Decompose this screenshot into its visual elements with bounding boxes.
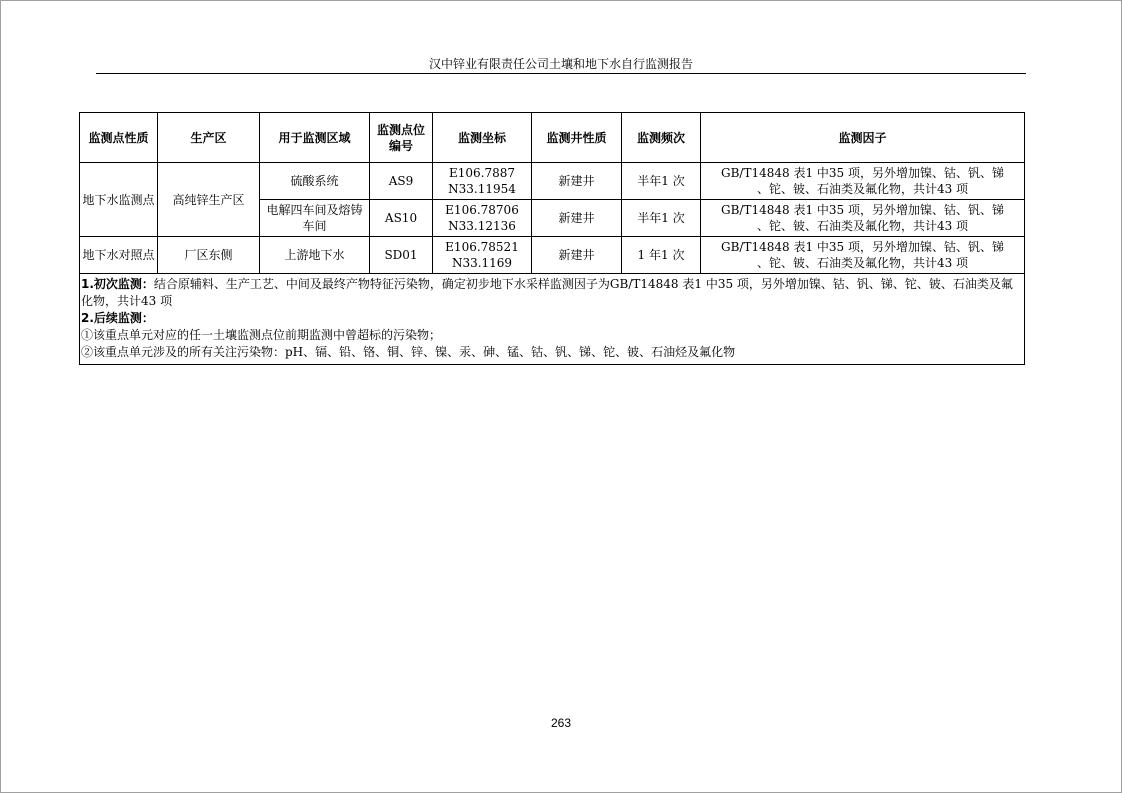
well-type-cell: 新建井 xyxy=(532,163,622,200)
initial-monitoring-label: 1.初次监测： xyxy=(81,277,154,291)
production-area-cell: 高纯锌生产区 xyxy=(158,163,260,237)
column-header: 监测因子 xyxy=(701,113,1025,163)
factor-line: GB/T14848 表1 中35 项，另外增加镍、钴、钒、锑 xyxy=(721,240,1004,254)
running-header: 汉中锌业有限责任公司土壤和地下水自行监测报告 xyxy=(428,57,693,71)
point-code-cell: SD01 xyxy=(370,237,433,274)
monitoring-table xyxy=(79,112,1025,365)
factor-line: 、铊、铍、石油类及氟化物，共计43 项 xyxy=(756,219,969,233)
initial-monitoring-note xyxy=(81,276,1023,310)
monitoring-region-cell: 上游地下水 xyxy=(260,237,370,274)
factor-line: 、铊、铍、石油类及氟化物，共计43 项 xyxy=(756,182,969,196)
page-number: 263 xyxy=(550,716,572,730)
column-header: 监测频次 xyxy=(622,113,701,163)
table-header-row xyxy=(80,113,1025,163)
well-type-cell: 新建井 xyxy=(532,237,622,274)
frequency-cell: 半年1 次 xyxy=(622,200,701,237)
production-area-cell: 厂区东侧 xyxy=(158,237,260,274)
factor-line: 、铊、铍、石油类及氟化物，共计43 项 xyxy=(756,256,969,270)
column-header: 生产区 xyxy=(158,113,260,163)
table-row xyxy=(80,237,1025,274)
frequency-cell: 半年1 次 xyxy=(622,163,701,200)
column-header: 监测井性质 xyxy=(532,113,622,163)
initial-monitoring-text: 结合原辅料、生产工艺、中间及最终产物特征污染物，确定初步地下水采样监测因子为GB/T14848 表1 中35 项，另外增加镍、钴、钒、锑、铊、铍、石油类及氟化物，共计43 项 xyxy=(81,277,1013,308)
followup-item: ①该重点单元对应的任一土壤监测点位前期监测中曾超标的污染物； xyxy=(81,328,442,342)
coord-e: E106.78706 xyxy=(445,203,519,217)
coordinate-cell xyxy=(433,163,532,200)
followup-monitoring-label: 2.后续监测： xyxy=(81,311,154,325)
factor-line: GB/T14848 表1 中35 项，另外增加镍、钴、钒、锑 xyxy=(721,166,1004,180)
table-row xyxy=(80,163,1025,200)
well-type-cell: 新建井 xyxy=(532,200,622,237)
point-nature-cell: 地下水对照点 xyxy=(80,237,158,274)
coord-n: N33.12136 xyxy=(448,219,516,233)
point-nature-cell: 地下水监测点 xyxy=(80,163,158,237)
factor-line: GB/T14848 表1 中35 项，另外增加镍、钴、钒、锑 xyxy=(721,203,1004,217)
factor-cell xyxy=(701,200,1025,237)
column-header: 用于监测区域 xyxy=(260,113,370,163)
notes-cell xyxy=(80,274,1025,365)
header-rule xyxy=(96,73,1026,74)
column-header: 监测点位编号 xyxy=(370,113,433,163)
frequency-cell: 1 年1 次 xyxy=(622,237,701,274)
monitoring-region-cell: 电解四车间及熔铸车间 xyxy=(260,200,370,237)
followup-item: ②该重点单元涉及的所有关注污染物：pH、镉、铅、铬、铜、锌、镍、汞、砷、锰、钴、钒、锑、铊、铍、石油烃及氟化物 xyxy=(81,345,736,359)
coord-n: N33.11954 xyxy=(448,182,516,196)
monitoring-region-cell: 硫酸系统 xyxy=(260,163,370,200)
coord-e: E106.78521 xyxy=(445,240,519,254)
point-code-cell: AS9 xyxy=(370,163,433,200)
coordinate-cell xyxy=(433,237,532,274)
column-header: 监测点性质 xyxy=(80,113,158,163)
coord-e: E106.7887 xyxy=(448,166,516,180)
point-code-cell: AS10 xyxy=(370,200,433,237)
coord-n: N33.1169 xyxy=(451,256,513,270)
coordinate-cell xyxy=(433,200,532,237)
column-header: 监测坐标 xyxy=(433,113,532,163)
factor-cell xyxy=(701,163,1025,200)
notes-row xyxy=(80,274,1025,365)
factor-cell xyxy=(701,237,1025,274)
